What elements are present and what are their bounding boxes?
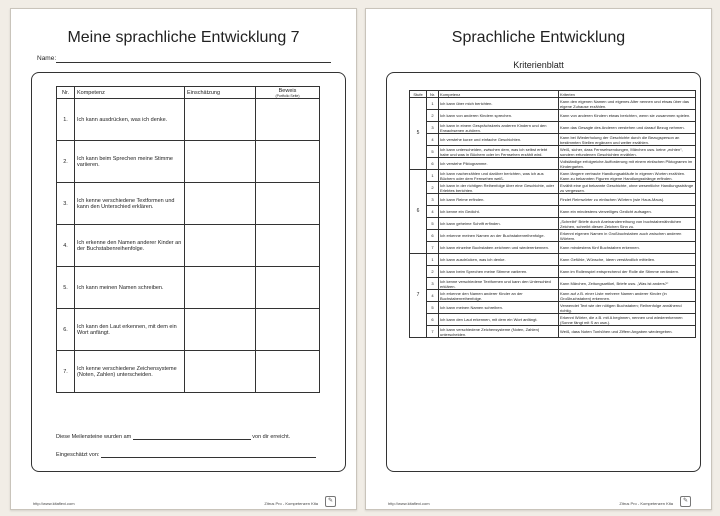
row-kriterien: Erkennt eigenen Namen in Großbuchstaben auch zwischen anderen Wörtern. <box>559 230 696 242</box>
table-row <box>410 266 696 278</box>
row-nr: 6. <box>57 309 75 351</box>
row-nr: 1 <box>427 254 439 266</box>
name-line <box>56 62 331 63</box>
page-title: Sprachliche Entwicklung <box>451 29 626 46</box>
milestone-suffix: von dir erreicht. <box>252 434 291 440</box>
row-kompetenz: Ich kann beim Sprechen meine Stimme variieren. <box>439 266 559 278</box>
row-nr: 4 <box>427 134 439 146</box>
row-nr: 7 <box>427 242 439 254</box>
page-subtitle: Kriterienblatt <box>513 60 564 70</box>
assessed-by-line <box>56 451 316 458</box>
row-kompetenz: Ich kann beim Sprechen meine Stimme variieren. <box>75 141 185 183</box>
header-beweis-label: Beweis <box>278 87 297 94</box>
row-nr: 7 <box>427 326 439 338</box>
row-kompetenz: Ich erkenne meinen Namen an der Buchstabenreihenfolge. <box>439 230 559 242</box>
row-kriterien: Kann den eigenen Namen und eigenes Alter nennen und etwas über das eigene Zuhause erzählen. <box>559 98 696 110</box>
table-row <box>410 290 696 302</box>
table-row <box>57 225 320 267</box>
row-kompetenz: Ich kann geheime Schrift erfinden. <box>439 218 559 230</box>
row-kriterien: Kann längere vertraute Handlungsabläufe in eigenen Worten erzählen. Kann zu bekannten Figuren eigene Handlungsstränge erfinden. <box>559 170 696 182</box>
row-nr: 6 <box>427 230 439 242</box>
criteria-page <box>365 8 712 510</box>
row-nr: 3. <box>57 183 75 225</box>
publisher-logo-icon: ✎ <box>325 496 336 507</box>
publisher-logo-icon: ✎ <box>680 496 691 507</box>
header-kompetenz: Kompetenz <box>439 91 559 98</box>
footer-url: http://www.kitaflexi.com <box>388 501 430 506</box>
table-row <box>410 230 696 242</box>
header-kompetenz: Kompetenz <box>75 87 185 99</box>
row-beweis-cell[interactable] <box>256 99 320 141</box>
row-kompetenz: Ich kann verschiedene Zeichensysteme (Noten, Zahlen) unterscheiden. <box>439 326 559 338</box>
row-kompetenz: Ich kann von anderen Kindern sprechen. <box>439 110 559 122</box>
table-row <box>410 254 696 266</box>
milestone-date-line <box>56 433 290 440</box>
table-header-row <box>57 87 320 99</box>
row-kriterien: Kann von anderen Kindern etwas berichten, wenn sie zusammen spielen. <box>559 110 696 122</box>
header-stufe: Stufe <box>410 91 427 98</box>
table-row <box>410 242 696 254</box>
row-nr: 1 <box>427 170 439 182</box>
table-row <box>410 302 696 314</box>
row-kompetenz: Ich kenne verschiedene Textformen und kann den Unterschied erklären. <box>75 183 185 225</box>
table-row <box>410 218 696 230</box>
table-row <box>57 183 320 225</box>
row-kompetenz: Ich kann ausdrücken, was ich denke. <box>439 254 559 266</box>
table-row <box>57 309 320 351</box>
table-row <box>410 122 696 134</box>
row-einschaetzung-cell[interactable] <box>185 225 256 267</box>
row-beweis-cell[interactable] <box>256 309 320 351</box>
row-kompetenz: Ich erkenne den Namen anderer Kinder an der Buchstabenreihenfolge. <box>75 225 185 267</box>
table-row <box>410 170 696 182</box>
name-label: Name: <box>37 55 57 62</box>
row-kriterien: „Schreibt“ Briefe durch Aneinanderreihung von buchstabenähnlichen Zeichen, schreibt diesen Zeichen Sinn zu. <box>559 218 696 230</box>
row-einschaetzung-cell[interactable] <box>185 141 256 183</box>
row-beweis-cell[interactable] <box>256 267 320 309</box>
row-einschaetzung-cell[interactable] <box>185 99 256 141</box>
table-row <box>410 206 696 218</box>
row-nr: 5 <box>427 218 439 230</box>
row-stufe: 5 <box>410 98 427 170</box>
row-kompetenz: Ich kenne verschiedene Zeichensysteme (Noten, Zahlen) unterscheiden. <box>75 351 185 393</box>
footer-url: http://www.kitaflexi.com <box>33 501 75 506</box>
row-kriterien: Verwendet Text wie der nötigen Buchstaben; Reihenfolge annähernd richtig. <box>559 302 696 314</box>
assessed-label: Eingeschätzt von: <box>56 452 100 458</box>
table-row <box>410 278 696 290</box>
row-einschaetzung-cell[interactable] <box>185 183 256 225</box>
table-row <box>410 134 696 146</box>
row-kriterien: Kann Gefühle, Wünsche, Ideen verständlich mitteilen. <box>559 254 696 266</box>
row-kompetenz: Ich erkenne den Namen anderer Kinder an der Buchstabenreihenfolge. <box>439 290 559 302</box>
footer-source: Zitrus Pro - Kompetenzen Kita <box>619 501 673 506</box>
row-beweis-cell[interactable] <box>256 183 320 225</box>
row-einschaetzung-cell[interactable] <box>185 309 256 351</box>
row-kriterien: Kann das Gesagte des Anderen verstehen und darauf Bezug nehmen. <box>559 122 696 134</box>
row-kompetenz: Ich kann den Laut erkennen, mit dem ein Wort anfängt. <box>439 314 559 326</box>
row-kompetenz: Ich kann den Laut erkennen, mit dem ein Wort anfängt. <box>75 309 185 351</box>
row-nr: 4. <box>57 225 75 267</box>
row-einschaetzung-cell[interactable] <box>185 267 256 309</box>
row-nr: 2 <box>427 182 439 194</box>
row-nr: 5 <box>427 146 439 158</box>
row-kompetenz: Ich kenne ein Gedicht. <box>439 206 559 218</box>
row-kriterien: Weiß, sicher, dass Fernsehsendungen, Märchen usw. keine „echten“, sondern erfundenen Geschichten erzählen. <box>559 146 696 158</box>
table-row <box>410 326 696 338</box>
table-row <box>410 314 696 326</box>
row-nr: 2. <box>57 141 75 183</box>
row-beweis-cell[interactable] <box>256 225 320 267</box>
row-beweis-cell[interactable] <box>256 141 320 183</box>
row-kriterien: Kann bei Wiederholung der Geschichte durch die Bezugsperson an bestimmten Stellen ergänzen und weiter erzählen. <box>559 134 696 146</box>
table-row <box>410 158 696 170</box>
header-kriterien: Kriterien <box>559 91 696 98</box>
row-nr: 1 <box>427 98 439 110</box>
row-nr: 4 <box>427 206 439 218</box>
row-beweis-cell[interactable] <box>256 351 320 393</box>
row-nr: 5. <box>57 267 75 309</box>
table-row <box>410 182 696 194</box>
row-kompetenz: Ich verstehe Piktogramme. <box>439 158 559 170</box>
row-kompetenz: Ich kann in der richtigen Reihenfolge über eine Geschichte, oder Erlebtes berichten. <box>439 182 559 194</box>
row-kompetenz: Ich kann nacherzählen und darüber berichten, was ich aus Büchern oder dem Fernsehen weiß. <box>439 170 559 182</box>
row-kompetenz: Ich kann einzelne Buchstaben zeichnen und wiedererkennen. <box>439 242 559 254</box>
row-kriterien: Kann mindestens fünf Buchstaben erkennen. <box>559 242 696 254</box>
row-kompetenz: Ich kann ausdrücken, was ich denke. <box>75 99 185 141</box>
row-kompetenz: Ich kann Reime erfinden. <box>439 194 559 206</box>
header-nr: Nr. <box>427 91 439 98</box>
row-kompetenz: Ich kann unterscheiden, zwischen dem, was ich selbst erlebt habe und was in Büchern oder im Fernsehen erzählt wird. <box>439 146 559 158</box>
footer-source: Zitrus Pro - Kompetenzen Kita <box>264 501 318 506</box>
row-kriterien: Weiß, dass Noten Tonhöhen und Ziffern Angaben wiedergeben. <box>559 326 696 338</box>
row-nr: 5 <box>427 302 439 314</box>
row-kriterien: Kann auf z.B. einer Liste mehrere Namen anderer Kinder (in Großbuchstaben) erkennen. <box>559 290 696 302</box>
table-row <box>410 110 696 122</box>
row-nr: 3 <box>427 122 439 134</box>
row-kompetenz: Ich kann über mich berichten. <box>439 98 559 110</box>
row-einschaetzung-cell[interactable] <box>185 351 256 393</box>
row-nr: 6 <box>427 314 439 326</box>
row-kompetenz: Ich verstehe kurze und einfache Geschichten. <box>439 134 559 146</box>
table-row <box>57 267 320 309</box>
assessor-field[interactable] <box>101 451 316 458</box>
row-kompetenz: Ich kann meinen Namen schreiben. <box>75 267 185 309</box>
table-row <box>57 141 320 183</box>
competence-table <box>56 86 320 393</box>
date-field[interactable] <box>133 433 251 440</box>
row-kriterien: Findet Reimwörter zu einfachen Wörtern (wie Haus-Maus). <box>559 194 696 206</box>
row-nr: 2 <box>427 266 439 278</box>
header-beweis-sub: (Portfolio Seite) <box>275 93 300 98</box>
table-row <box>57 99 320 141</box>
milestone-prefix: Diese Meilensteine wurden am <box>56 434 132 440</box>
table-row <box>410 98 696 110</box>
row-kompetenz: Ich kenne verschiedene Textformen und kann den Unterschied erklären. <box>439 278 559 290</box>
row-nr: 2 <box>427 110 439 122</box>
table-row <box>410 146 696 158</box>
row-nr: 6 <box>427 158 439 170</box>
table-row <box>57 351 320 393</box>
self-assessment-page <box>10 8 357 510</box>
row-stufe: 6 <box>410 170 427 254</box>
row-nr: 4 <box>427 290 439 302</box>
page-title: Meine sprachliche Entwicklung 7 <box>67 29 300 46</box>
table-header-row <box>410 91 696 98</box>
row-kompetenz: Ich kann meinen Namen schreiben. <box>439 302 559 314</box>
row-stufe: 7 <box>410 254 427 338</box>
header-beweis <box>256 87 320 99</box>
table-row <box>410 194 696 206</box>
header-nr: Nr. <box>57 87 75 99</box>
row-kriterien: Erzählt eine gut bekannte Geschichte, ohne wesentliche Handlungsstränge zu vergessen. <box>559 182 696 194</box>
row-nr: 3 <box>427 278 439 290</box>
row-kriterien: Kann Märchen, Zeitungsartikel, Briefe usw. „Was ist anders?“ <box>559 278 696 290</box>
row-nr: 7. <box>57 351 75 393</box>
row-kriterien: Erkennt Wörter, die z.B. mit A beginnen, nennen und wiedererkennen (Sonne fängt mit S an usw.). <box>559 314 696 326</box>
row-kriterien: Kann ein mindestens vierzeiliges Gedicht aufsagen. <box>559 206 696 218</box>
row-kriterien: Kann im Rollenspiel entsprechend der Rolle die Stimme verändern. <box>559 266 696 278</box>
row-kriterien: Vollständige erfolgreiche Aufforderung mit einem einfachen Piktogramm im Kindergarten. <box>559 158 696 170</box>
row-nr: 1. <box>57 99 75 141</box>
row-kompetenz: Ich kann in einem Gesprächskreis anderen Kindern und den Erwachsenen zuhören. <box>439 122 559 134</box>
criteria-table <box>409 90 696 338</box>
row-nr: 3 <box>427 194 439 206</box>
header-einschaetzung: Einschätzung <box>185 87 256 99</box>
